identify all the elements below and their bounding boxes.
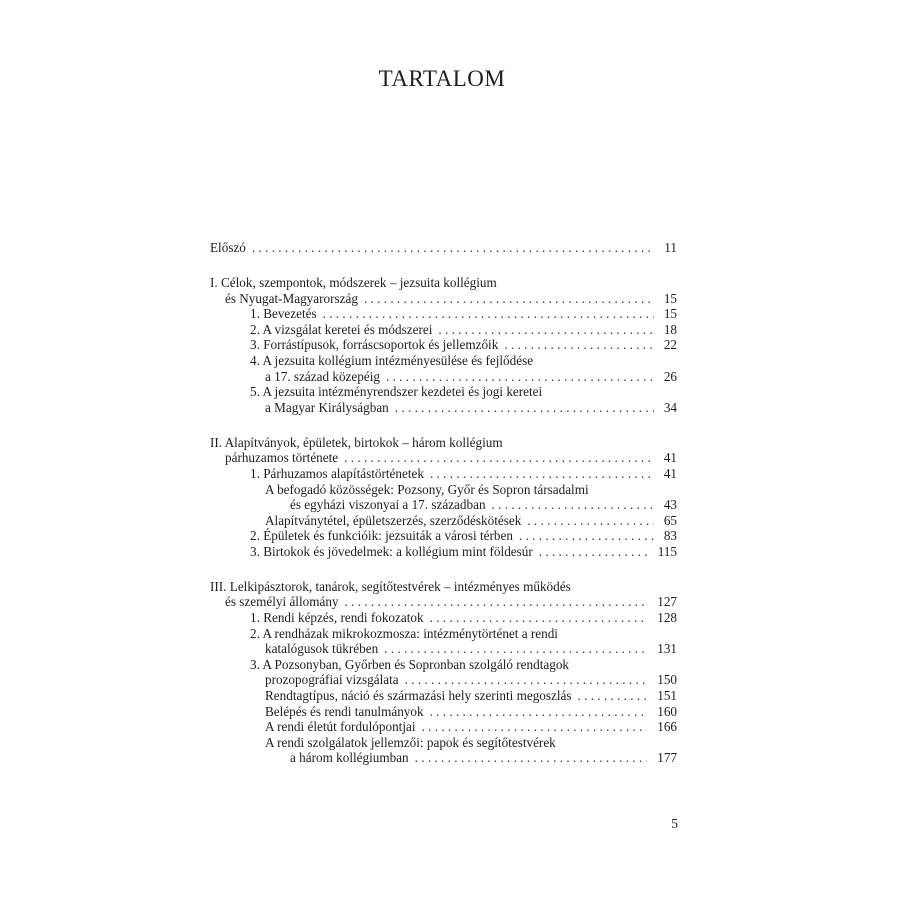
toc-page-number: 177: [657, 750, 677, 766]
toc-entry: [210, 497, 677, 513]
dot-leader: [539, 544, 648, 560]
toc-entry: [210, 544, 677, 560]
toc-entry-text: és személyi állomány: [225, 594, 339, 610]
toc-section-heading: I. Célok, szempontok, módszerek – jezsuita kollégium: [210, 274, 497, 290]
toc-entry-text: 1. Párhuzamos alapítástörténetek: [250, 465, 424, 481]
toc-page-number: 34: [663, 399, 677, 415]
dot-leader: [344, 450, 654, 466]
toc-entry: [210, 610, 677, 626]
toc-entry-text: és egyházi viszonyai a 17. században: [290, 497, 486, 513]
toc-entry-text: a 17. század közepéig: [265, 368, 380, 384]
toc-entry: [210, 450, 677, 466]
toc-entry: [210, 240, 677, 256]
dot-leader: [492, 497, 654, 513]
dot-leader: [578, 688, 648, 704]
dot-leader: [438, 322, 653, 338]
toc-entry: [210, 435, 677, 451]
toc-entry: [210, 400, 677, 416]
dot-leader: [415, 750, 648, 766]
dot-leader: [422, 719, 648, 735]
toc-entry: [210, 466, 677, 482]
toc-entry-text: 3. Forrástípusok, forráscsoportok és jellemzőik: [250, 337, 499, 353]
toc-entry-text: Belépés és rendi tanulmányok: [265, 703, 424, 719]
toc-entry: [210, 688, 677, 704]
dot-leader: [345, 594, 648, 610]
toc-entry-text: 3. Birtokok és jövedelmek: a kollégium mint földesúr: [250, 543, 533, 559]
toc-page-number: 65: [663, 512, 677, 528]
toc-entry: [210, 528, 677, 544]
toc-entry-text: Előszó: [210, 240, 246, 255]
dot-leader: [504, 337, 653, 353]
toc-page-number: 115: [657, 543, 677, 559]
toc-entry: [210, 719, 677, 735]
toc-page-number: 151: [657, 688, 677, 704]
toc-entry: [210, 275, 677, 291]
dot-leader: [430, 704, 648, 720]
toc-entry: [210, 579, 677, 595]
toc-section-heading: III. Lelkipásztorok, tanárok, segítőtestvérek – intézményes működés: [210, 578, 571, 594]
toc-entry: [210, 672, 677, 688]
dot-leader: [527, 513, 653, 529]
toc-section-heading: II. Alapítványok, épületek, birtokok – három kollégium: [210, 434, 503, 450]
toc-entry: [210, 735, 677, 751]
toc-page-number: 26: [663, 368, 677, 384]
table-of-contents: [210, 240, 677, 766]
toc-entry-text: 1. Rendi képzés, rendi fokozatok: [250, 610, 424, 626]
dot-leader: [364, 291, 654, 307]
toc-entry-text: és Nyugat-Magyarország: [225, 290, 358, 306]
toc-entry: [210, 513, 677, 529]
toc-page-number: 127: [657, 594, 677, 610]
toc-page-number: 41: [663, 465, 677, 481]
dot-leader: [252, 240, 654, 256]
toc-page-number: 83: [663, 528, 677, 544]
toc-entry: [210, 322, 677, 338]
toc-entry-text: A rendi életút fordulópontjai: [265, 719, 416, 735]
toc-entry-text: A befogadó közösségek: Pozsony, Győr és Sopron társadalmi: [265, 481, 589, 497]
toc-entry-text: 4. A jezsuita kollégium intézményesülése és fejlődése: [250, 352, 534, 368]
toc-page-number: 15: [663, 306, 677, 322]
toc-entry: [210, 482, 677, 498]
toc-page-number: 43: [663, 497, 677, 513]
toc-entry-text: 2. A vizsgálat keretei és módszerei: [250, 321, 433, 337]
toc-page-number: 41: [663, 450, 677, 466]
toc-page-number: 15: [663, 290, 677, 306]
toc-entry-text: 3. A Pozsonyban, Győrben és Sopronban szolgáló rendtagok: [250, 656, 570, 672]
toc-entry-text: 2. A rendházak mikrokozmosza: intézménytörténet a rendi: [250, 625, 558, 641]
toc-entry-text: párhuzamos története: [225, 450, 339, 466]
toc-entry: [210, 306, 677, 322]
toc-entry-text: 5. A jezsuita intézményrendszer kezdetei és jogi keretei: [250, 384, 543, 400]
toc-entry-text: a Magyar Királyságban: [265, 399, 389, 415]
toc-entry: [210, 384, 677, 400]
dot-leader: [519, 528, 654, 544]
toc-entry-text: Rendtagtípus, náció és származási hely szerinti megoszlás: [265, 688, 572, 704]
toc-entry: [210, 337, 677, 353]
toc-entry: [210, 291, 677, 307]
page-number: 5: [671, 816, 678, 831]
toc-page-number: 150: [657, 672, 677, 688]
dot-leader: [384, 641, 647, 657]
toc-entry-text: Alapítványtétel, épületszerzés, szerződéskötések: [265, 512, 522, 528]
dot-leader: [386, 369, 654, 385]
toc-page-number: 11: [664, 240, 677, 255]
toc-page-number: 160: [657, 703, 677, 719]
toc-entry-text: A rendi szolgálatok jellemzői: papok és segítőtestvérek: [265, 734, 556, 750]
toc-entry: [210, 641, 677, 657]
dot-leader: [395, 400, 654, 416]
toc-entry-text: katalógusok tükrében: [265, 641, 379, 657]
toc-entry: [210, 750, 677, 766]
page-title: TARTALOM: [378, 66, 506, 91]
toc-entry-text: a három kollégiumban: [290, 750, 409, 766]
toc-entry: [210, 626, 677, 642]
toc-entry-text: prozopográfiai vizsgálata: [265, 672, 399, 688]
toc-entry-text: 1. Bevezetés: [250, 306, 317, 322]
toc-page-number: 128: [657, 610, 677, 626]
toc-entry: [210, 353, 677, 369]
toc-page-number: 166: [657, 719, 677, 735]
toc-page-number: 18: [663, 321, 677, 337]
dot-leader: [323, 306, 654, 322]
dot-leader: [430, 466, 654, 482]
toc-entry-text: 2. Épületek és funkcióik: jezsuiták a városi térben: [250, 528, 513, 544]
toc-entry: [210, 704, 677, 720]
toc-entry: [210, 369, 677, 385]
dot-leader: [430, 610, 648, 626]
dot-leader: [405, 672, 648, 688]
toc-page-number: 22: [663, 337, 677, 353]
toc-entry: [210, 657, 677, 673]
toc-entry: [210, 594, 677, 610]
toc-page-number: 131: [657, 641, 677, 657]
